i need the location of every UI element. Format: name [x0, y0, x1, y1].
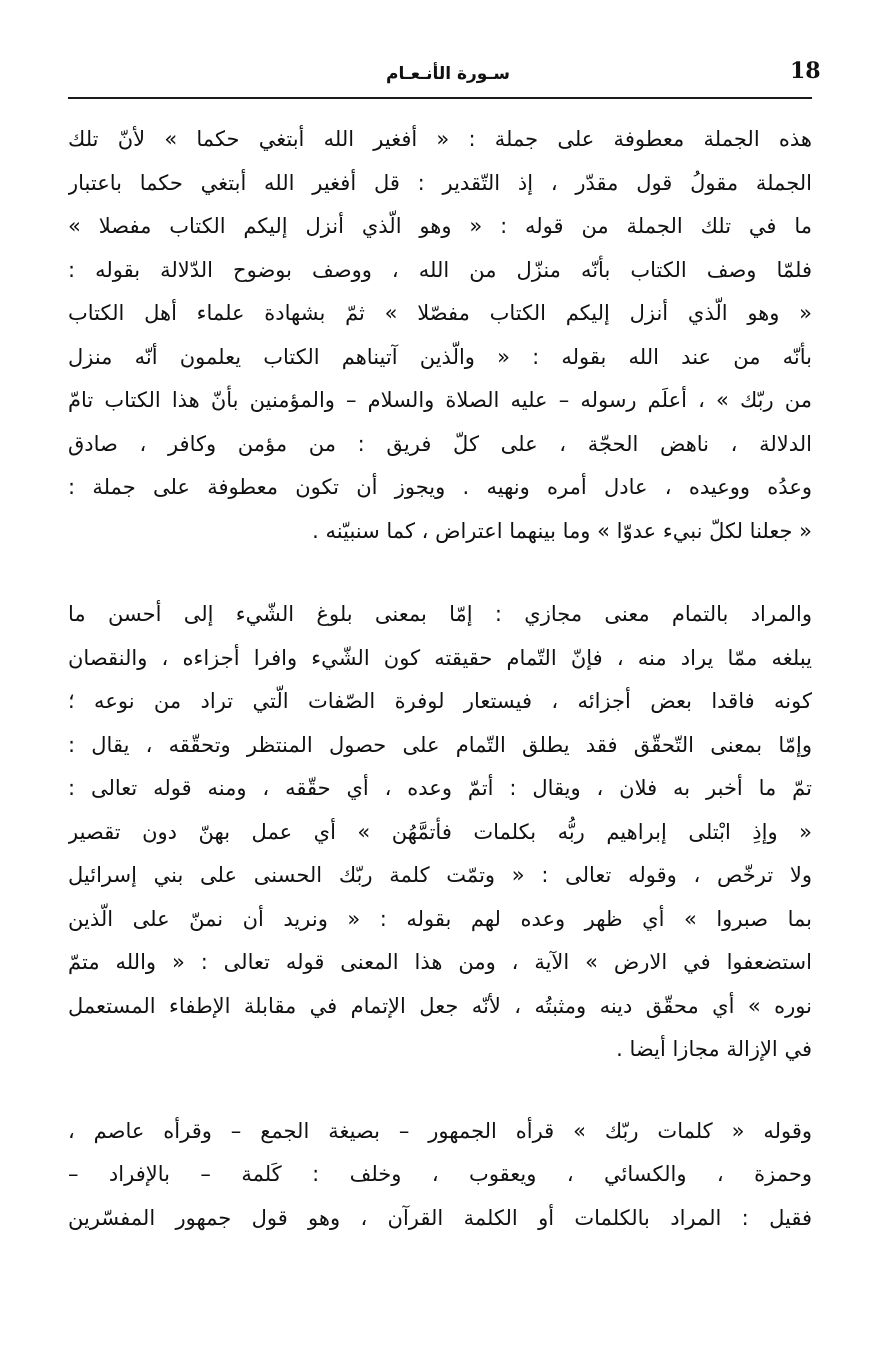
- text-line: هذه الجملة معطوفة على جملة : « أفغير الله أبتغي حكما » لأنّ تلك: [68, 127, 812, 151]
- page-body: [68, 118, 812, 1240]
- text-line: « وهو الّذي أنزل إليكم الكتاب مفصّلا » ثمّ بشهادة علماء أهل الكتاب: [68, 301, 812, 325]
- text-line: فقيل : المراد بالكلمات أو الكلمة القرآن ، وهو قول جمهور المفسّرين: [68, 1205, 812, 1230]
- text-line: نوره » أي محقّق دينه ومثبتُه ، لأنّه جعل الإتمام في مقابلة الإطفاء المستعمل: [68, 993, 812, 1018]
- paragraph-1: [68, 118, 812, 553]
- text-line: الدلالة ، ناهض الحجّة ، على كلّ فريق : من مؤمن وكافر ، صادق: [68, 431, 812, 456]
- text-line: يبلغه ممّا يراد منه ، فإنّ التّمام حقيقته كون الشّيء وافرا أجزاءه ، والنقصان: [68, 645, 812, 670]
- text-line: بما صبروا » أي ظهر وعده لهم بقوله : « ونريد أن نمنّ على الّذين: [68, 906, 812, 931]
- text-line: من ربّك » ، أعلَم رسوله – عليه الصلاة والسلام – والمؤمنين بأنّ هذا الكتاب تامّ: [68, 388, 812, 412]
- page-header: [68, 58, 821, 98]
- text-line: « وإذِ ابْتلى إبراهيم ربُّه بكلمات فأتمَّهُن » أي عمل بهنّ دون تقصير: [68, 819, 812, 844]
- text-line: وحمزة ، والكسائي ، ويعقوب ، وخلف : كَلمة – بالإفراد –: [68, 1162, 812, 1186]
- paragraph-2: [68, 593, 812, 1072]
- running-title: سـورة الأنـعـام: [386, 64, 510, 84]
- paragraph-3: [68, 1110, 812, 1241]
- text-line: ما في تلك الجملة من قوله : « وهو الّذي أنزل إليكم الكتاب مفصلا »: [68, 214, 812, 238]
- text-line: « جعلنا لكلّ نبيء عدوّا » وما بينهما اعتراض ، كما سنبيّنه .: [312, 518, 812, 543]
- header-rule: [68, 97, 812, 99]
- text-line: في الإزالة مجازا أيضا .: [616, 1037, 812, 1061]
- text-line: والمراد بالتمام معنى مجازي : إمّا بمعنى بلوغ الشّيء إلى أحسن ما: [68, 602, 812, 626]
- text-line: كونه فاقدا بعض أجزائه ، فيستعار لوفرة الصّفات الّتي تراد من نوعه ؛: [68, 689, 812, 713]
- text-line: استضعفوا في الارض » الآية ، ومن هذا المعنى قوله تعالى : « والله متمّ: [68, 950, 812, 974]
- text-line: الجملة مقولُ قول مقدّر ، إذ التّقدير : قل أفغير الله أبتغي حكما باعتبار: [68, 170, 812, 195]
- text-line: ولا ترخّص ، وقوله تعالى : « وتمّت كلمة ربّك الحسنى على بني إسرائيل: [68, 863, 812, 887]
- page-number: 18: [790, 58, 821, 84]
- paragraph-gap: [68, 553, 812, 593]
- text-line: وعدُه ووعيده ، عادل أمره ونهيه . ويجوز أن تكون معطوفة على جملة :: [68, 475, 812, 499]
- paragraph-gap: [68, 1072, 812, 1110]
- text-line: وإمّا بمعنى التّحقّق فقد يطلق التّمام على حصول المنتظر وتحقّقه ، يقال :: [68, 732, 812, 757]
- text-line: بأنّه من عند الله بقوله : « والّذين آتيناهم الكتاب يعلمون أنّه منزل: [68, 344, 812, 369]
- text-line: تمّ ما أخبر به فلان ، ويقال : أتمّ وعده ، أي حقّقه ، ومنه قوله تعالى :: [68, 776, 812, 800]
- text-line: فلمّا وصف الكتاب بأنّه منزّل من الله ، ووصف بوضوح الدّلالة بقوله :: [68, 257, 812, 282]
- text-line: وقوله « كلمات ربّك » قرأه الجمهور – بصيغة الجمع – وقرأه عاصم ،: [68, 1118, 812, 1143]
